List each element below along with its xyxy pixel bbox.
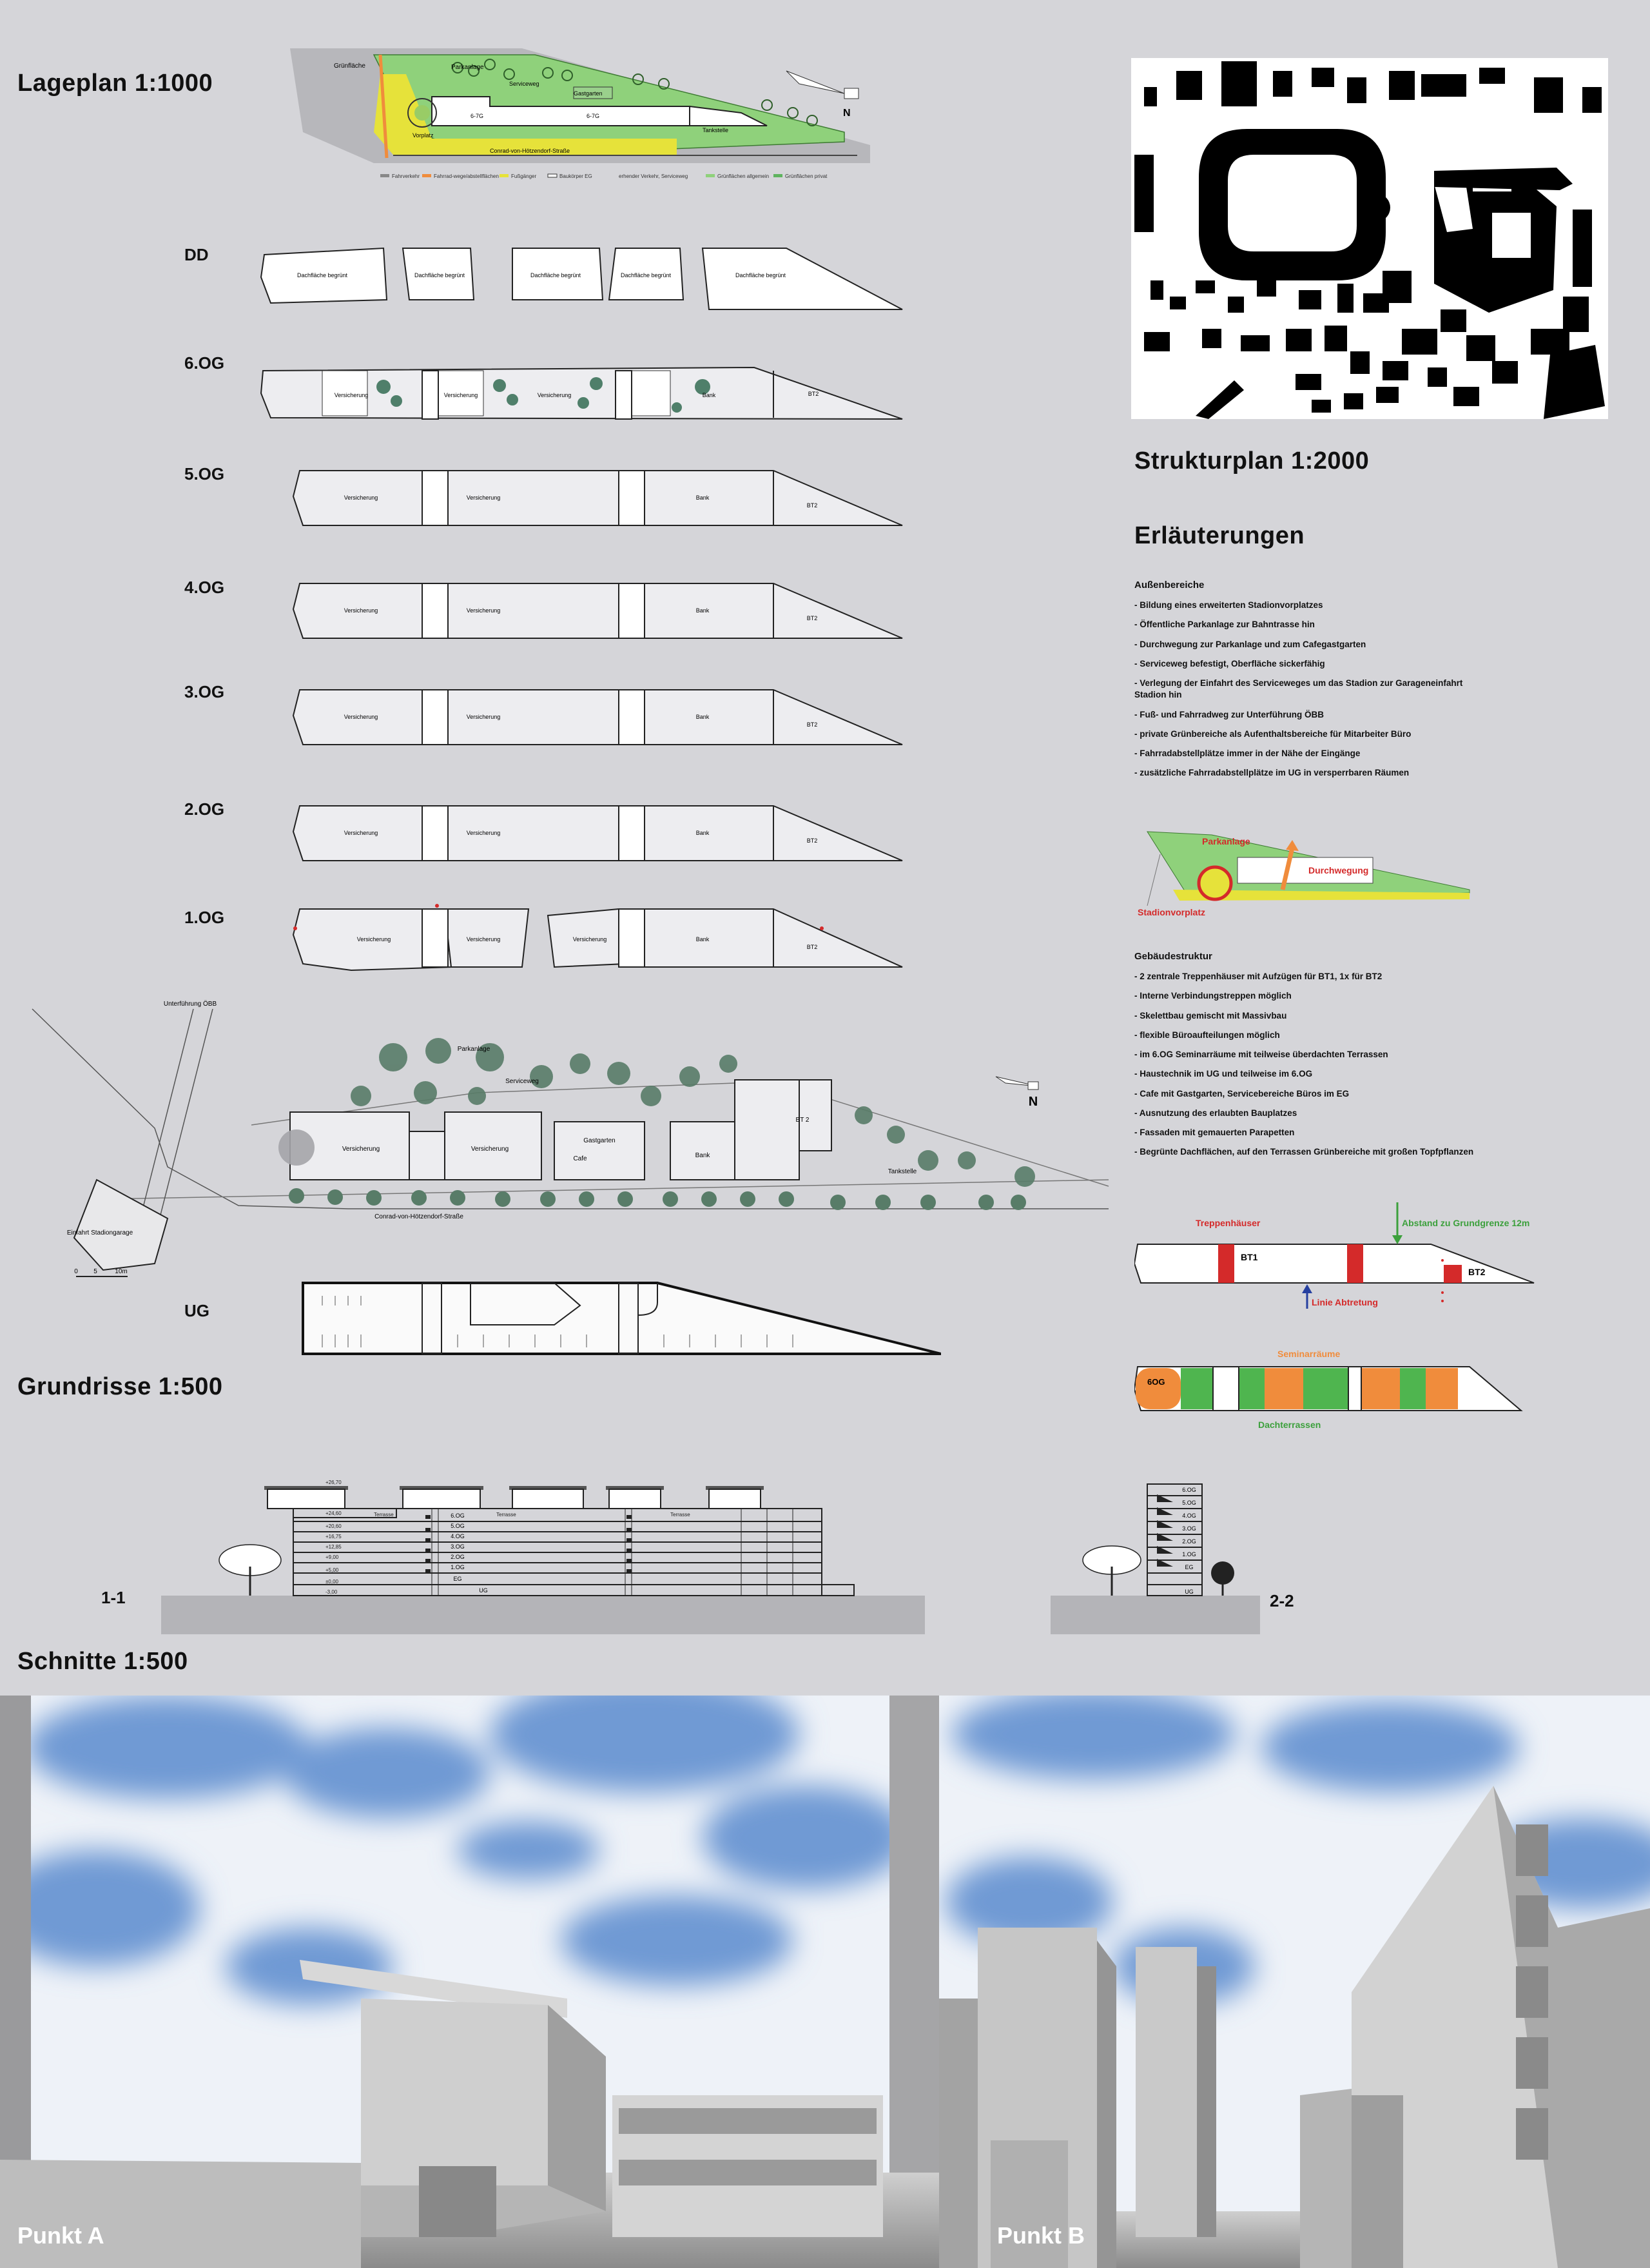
eg-label-einfahrt: Einfahrt Stadiongarage — [66, 1229, 133, 1237]
section1-floor: 3.OG — [451, 1543, 465, 1550]
section2-floor: EG — [1185, 1564, 1194, 1570]
room-label: Versicherung — [344, 494, 378, 501]
section-2-2 — [1047, 1476, 1267, 1637]
gebaeude-item: - im 6.OG Seminarräume mit teilweise überdachten Terrassen — [1134, 1050, 1388, 1060]
eg-label-unterfuehrung: Unterführung ÖBB — [163, 1001, 217, 1008]
floorplan-eg — [26, 986, 1115, 1289]
room-label: Versicherung — [356, 936, 391, 943]
gebaeude-item: - Ausnutzung des erlaubten Bauplatzes — [1134, 1108, 1297, 1118]
lageplan-label-bt1: 6-7G — [471, 113, 484, 119]
eg-room-label: Versicherung — [471, 1146, 509, 1153]
aussen-item: - Öffentliche Parkanlage zur Bahntrasse hin — [1134, 620, 1315, 630]
gebaeude-item: - Interne Verbindungstreppen möglich — [1134, 991, 1292, 1001]
section1-floor: 6.OG — [451, 1512, 465, 1519]
section1-level: -3,00 — [325, 1589, 338, 1595]
eg-north-label: N — [1028, 1095, 1038, 1109]
section1-floor: 1.OG — [451, 1564, 465, 1570]
gebaeude-item: - Begrünte Dachflächen, auf den Terrassen Grünbereiche mit großen Topfpflanzen — [1134, 1147, 1474, 1157]
gebaeude-item: - 2 zentrale Treppenhäuser mit Aufzügen für BT1, 1x für BT2 — [1134, 972, 1383, 982]
lageplan-label-gastgarten: Gastgarten — [574, 90, 603, 97]
section1-level: ±0,00 — [325, 1579, 338, 1585]
section1-label: 1-1 — [101, 1588, 126, 1607]
lageplan-label-gruenflaeche: Grünfläche — [334, 63, 365, 70]
floor-label-dd: DD — [184, 245, 209, 264]
eg-label-strasse: Conrad-von-Hötzendorf-Straße — [374, 1213, 463, 1220]
roof-label: Dachfläche begrünt — [620, 272, 672, 279]
diagram3-dachterrassen: Dachterrassen — [1258, 1420, 1321, 1430]
aussen-item: - Fahrradabstellplätze immer in der Nähe der Eingänge — [1134, 748, 1361, 758]
aussen-item: - Fuß- und Fahrradweg zur Unterführung ÖBB — [1134, 709, 1324, 719]
room-label: Versicherung — [344, 830, 378, 836]
room-label: Versicherung — [344, 607, 378, 614]
roof-label: Dachfläche begrünt — [530, 272, 581, 279]
section1-floor: 2.OG — [451, 1554, 465, 1560]
floor-label-5og: 5.OG — [184, 464, 225, 484]
eg-north-arrow — [996, 1077, 1038, 1109]
eg-room-label: BT 2 — [795, 1117, 810, 1124]
scale-label: 5 — [93, 1268, 97, 1275]
grundrisse-title: Grundrisse 1:500 — [17, 1373, 223, 1400]
section2-floor: 4.OG — [1182, 1512, 1196, 1519]
room-label: BT2 — [808, 391, 819, 397]
lageplan-title: Lageplan 1:1000 — [17, 70, 213, 97]
lageplan-label-tankstelle: Tankstelle — [703, 127, 729, 133]
room-label: Versicherung — [466, 830, 501, 836]
floorplan-3og — [284, 680, 915, 754]
floorplan-dd — [258, 239, 915, 316]
section2-floor: UG — [1185, 1589, 1194, 1595]
gebaeude-item: - Fassaden mit gemauerten Parapetten — [1134, 1128, 1295, 1137]
section2-floor: 1.OG — [1182, 1551, 1196, 1558]
lageplan-label-parkanlage: Parkanlage — [451, 64, 484, 71]
eg-room-label: Gastgarten — [583, 1137, 616, 1144]
room-label: Bank — [695, 830, 710, 836]
diagram2-bt1: BT1 — [1241, 1252, 1258, 1262]
section1-level: +16,75 — [325, 1534, 342, 1540]
floorplan-6og — [258, 348, 915, 425]
room-label: Bank — [695, 936, 710, 943]
gebaeudestruktur-heading: Gebäudestruktur — [1134, 951, 1212, 962]
diagram1-durchwegung: Durchwegung — [1308, 865, 1369, 875]
section1-level: +12,85 — [325, 1544, 342, 1550]
floorplan-ug — [296, 1276, 941, 1360]
section1-floor: EG — [453, 1576, 462, 1582]
section2-floor: 5.OG — [1182, 1500, 1196, 1506]
legend-item: Fahrrad-wege/abstellflächen — [434, 173, 499, 179]
room-label: Versicherung — [443, 392, 478, 398]
eg-label-tankstelle: Tankstelle — [888, 1168, 917, 1175]
lageplan-north-label: N — [843, 108, 851, 119]
render-b-label: Punkt B — [997, 2222, 1085, 2249]
roof-label: Dachfläche begrünt — [296, 272, 348, 279]
floorplan-5og — [284, 461, 915, 535]
aussen-item: - Serviceweg befestigt, Oberfläche sickerfähig — [1134, 658, 1325, 669]
floor-label-ug: UG — [184, 1301, 209, 1320]
floorplan-2og — [284, 796, 915, 870]
section1-level: +5,00 — [325, 1567, 339, 1573]
floorplan-4og — [284, 574, 915, 648]
section1-level: +26,70 — [325, 1480, 342, 1485]
scale-label: 0 — [74, 1268, 78, 1275]
schnitte-title: Schnitte 1:500 — [17, 1648, 188, 1675]
room-label: Bank — [695, 494, 710, 501]
floor-label-6og: 6.OG — [184, 353, 225, 373]
section1-terrasse: Terrasse — [496, 1512, 516, 1518]
room-label: Versicherung — [466, 607, 501, 614]
aussen-item: - zusätzliche Fahrradabstellplätze im UG in versperrbaren Räumen — [1134, 768, 1410, 778]
room-label: Versicherung — [572, 936, 607, 943]
section2-label: 2-2 — [1270, 1591, 1294, 1610]
aussen-item: - Durchwegung zur Parkanlage und zum Cafegastgarten — [1134, 639, 1366, 649]
section1-tree — [219, 1545, 281, 1596]
room-label: Bank — [695, 714, 710, 720]
room-label: BT2 — [806, 721, 818, 728]
render-punkt-b — [939, 1696, 1650, 2268]
legend-item: Baukörper EG — [559, 173, 592, 179]
gebaeude-item: - Haustechnik im UG und teilweise im 6.OG — [1134, 1069, 1313, 1079]
aussen-item: - Bildung eines erweiterten Stadionvorplatzes — [1134, 600, 1323, 611]
room-label: BT2 — [806, 837, 818, 844]
floor-label-4og: 4.OG — [184, 578, 225, 597]
section-1-1 — [161, 1476, 928, 1637]
section1-level: +24,60 — [325, 1510, 342, 1516]
section1-level: +9,00 — [325, 1554, 339, 1560]
diagram1-stadionvorplatz: Stadionvorplatz — [1138, 907, 1206, 917]
erlaeuterungen-title: Erläuterungen — [1134, 522, 1305, 549]
section2-floor: 6.OG — [1182, 1487, 1196, 1493]
lageplan-label-vorplatz: Vorplatz — [412, 132, 434, 139]
room-label: Versicherung — [537, 392, 572, 398]
eg-label-parkanlage: Parkanlage — [457, 1046, 490, 1053]
strukturplan-title: Strukturplan 1:2000 — [1134, 447, 1370, 474]
legend-item: Fußgänger — [511, 173, 537, 179]
room-label: Versicherung — [344, 714, 378, 720]
eg-room-label: Cafe — [573, 1155, 587, 1162]
room-label: Versicherung — [334, 392, 369, 398]
legend-item: Grünflächen allgemein — [717, 173, 770, 179]
render-a-label: Punkt A — [17, 2222, 104, 2249]
section1-floor: 5.OG — [451, 1523, 465, 1529]
section2-floor: 3.OG — [1182, 1525, 1196, 1532]
strukturplan-figure-ground — [1131, 58, 1608, 419]
diagram-treppenhaeuser — [1134, 1193, 1547, 1322]
floor-label-2og: 2.OG — [184, 799, 225, 819]
aussenbereiche-list — [1134, 579, 1470, 787]
eg-building — [290, 1080, 831, 1180]
diagram-seminarraeume — [1134, 1341, 1534, 1431]
gebaeudestruktur-list — [1134, 950, 1482, 1166]
floor-label-1og: 1.OG — [184, 908, 225, 927]
diagram2-abstand: Abstand zu Grundgrenze 12m — [1402, 1218, 1530, 1228]
diagram2-bt2: BT2 — [1468, 1267, 1486, 1277]
section1-terrasse: Terrasse — [374, 1512, 394, 1518]
diagram1-parkanlage: Parkanlage — [1202, 836, 1250, 846]
room-label: BT2 — [806, 615, 818, 621]
roof-label: Dachfläche begrünt — [414, 272, 465, 279]
room-label: Versicherung — [466, 714, 501, 720]
roof-label: Dachfläche begrünt — [735, 272, 786, 279]
aussenbereiche-heading: Außenbereiche — [1134, 580, 1205, 591]
scale-label: 10m — [115, 1268, 128, 1275]
gebaeude-item: - Cafe mit Gastgarten, Servicebereiche Büros im EG — [1134, 1088, 1350, 1099]
diagram-aussenbereiche — [1134, 828, 1482, 925]
legend-item: erhender Verkehr, Serviceweg — [619, 173, 688, 179]
room-label: Bank — [695, 607, 710, 614]
diagram3-og: 6OG — [1147, 1377, 1165, 1387]
aussen-item: - Verlegung der Einfahrt des Serviceweges um das Stadion zur Garageneinfahrt Stadion hin — [1134, 678, 1463, 700]
diagram2-linie: Linie Abtretung — [1312, 1297, 1378, 1307]
room-label: BT2 — [806, 502, 818, 509]
room-label: Bank — [702, 392, 716, 398]
legend-item: Grünflächen privat — [785, 173, 828, 179]
gebaeude-item: - Skelettbau gemischt mit Massivbau — [1134, 1010, 1287, 1021]
eg-room-label: Bank — [695, 1152, 710, 1159]
lageplan-label-bt2: 6-7G — [587, 113, 600, 119]
render-punkt-a — [0, 1696, 939, 2268]
gebaeude-item: - flexible Büroaufteilungen möglich — [1134, 1030, 1280, 1040]
section1-floor: 4.OG — [451, 1533, 465, 1540]
room-label: Versicherung — [466, 936, 501, 943]
aussen-item: - private Grünbereiche als Aufenthaltsbereiche für Mitarbeiter Büro — [1134, 728, 1412, 739]
section1-terrasse: Terrasse — [670, 1512, 690, 1518]
eg-room-label: Versicherung — [342, 1146, 380, 1153]
section2-floor: 2.OG — [1182, 1538, 1196, 1545]
legend-item: Fahrverkehr — [392, 173, 420, 179]
diagram2-treppenhaeuser: Treppenhäuser — [1196, 1218, 1261, 1228]
lageplan-label-strasse: Conrad-von-Hötzendorf-Straße — [490, 148, 570, 154]
floor-label-3og: 3.OG — [184, 682, 225, 701]
section1-level: +20,60 — [325, 1523, 342, 1529]
lageplan-site-plan — [277, 35, 909, 190]
room-label: Versicherung — [466, 494, 501, 501]
scale-bar — [74, 1268, 128, 1276]
diagram3-seminarraeume: Seminarräume — [1277, 1349, 1341, 1359]
lageplan-label-serviceweg: Serviceweg — [509, 81, 539, 87]
room-label: BT2 — [806, 944, 818, 950]
floorplan-1og — [284, 899, 915, 980]
section1-floor: UG — [479, 1587, 488, 1594]
eg-label-serviceweg: Serviceweg — [505, 1078, 539, 1085]
